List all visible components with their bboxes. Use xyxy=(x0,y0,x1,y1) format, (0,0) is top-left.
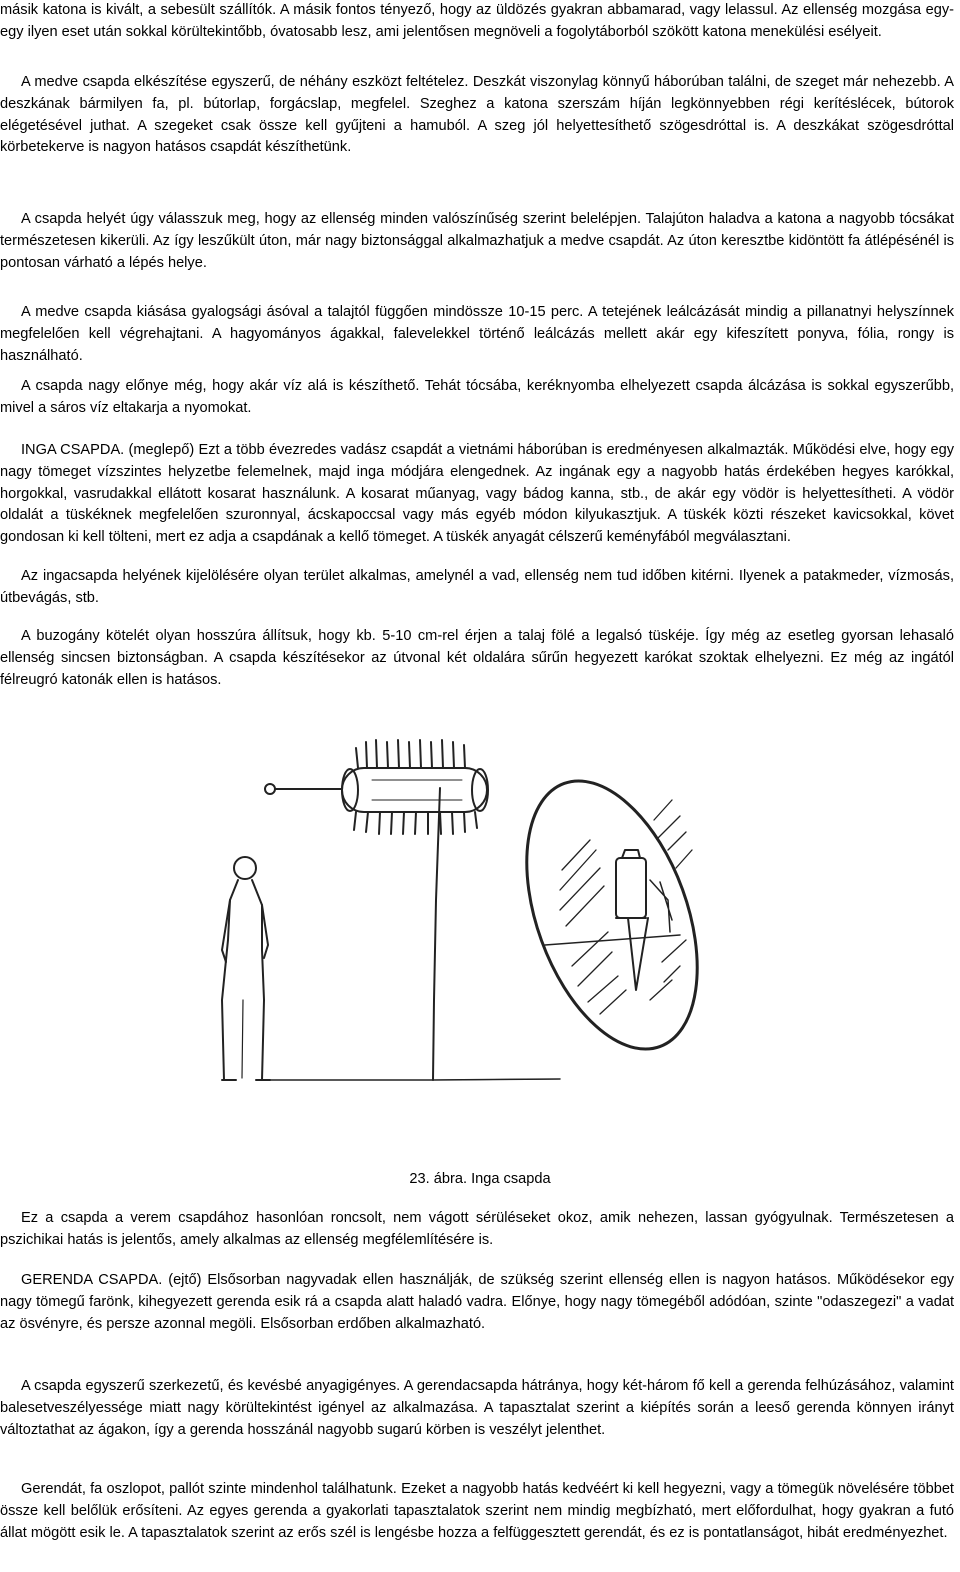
paragraph-6: INGA CSAPDA. (meglepő) Ezt a több évezredes vadász csapdát a vietnámi háborúban is eredményesen alkalmazták. Működési elve, hogy egy nagy tömeget vízszintes helyzetbe felemelnek, majd inga módjára elengednek. Az ingának egy a nagyobb hatás érdekében hegyes karókkal, horgokkal, vasrudakkal ellátott kosarat használunk. A kosarat műanyag, vagy bádog kanna, stb., de akár egy vödör is helyettesítheti. A vödör oldalát a tüskéknek megfelelően szuronnyal, ácskapoccsal vagy más egyéb módon kilyukasztjuk. A tüskék közti részeket kavicsokkal, követ gondosan ki kell tölteni, mert ez adja a csapdának a kellő tömeget. A tüskék anyagát célszerű keményfából megválasztani. xyxy=(0,442,954,546)
magnified-detail xyxy=(494,758,731,1072)
pendulum-trap-illustration xyxy=(0,700,960,1170)
paragraph-11: A csapda egyszerű szerkezetű, és kevésbé anyagigényes. A gerendacsapda hátránya, hogy két-három fő kell a gerenda felhúzásához, valamint balesetveszélyessége miatt nagy körültekintést igényel az alkalmazása. A tapasztalat szerint a kiépítés során a leeső gerenda könnyen irányt változtathat az ágakon, így a gerenda hosszánál nagyobb sugarú körben is veszélyt jelenthet. xyxy=(0,1378,954,1438)
paragraph-5: A csapda nagy előnye még, hogy akár víz alá is készíthető. Tehát tócsába, keréknyomba elhelyezett csapda álcázása is sokkal egyszerűbb, mivel a sáros víz eltakarja a nyomokat. xyxy=(0,378,954,416)
paragraph-4: A medve csapda kiásása gyalogsági ásóval a talajtól függően mindössze 10-15 perc. A tetejének leálcázását mindig a pillanatnyi helyszínnek megfelelően kell végrehajtani. A hagyományos ágakkal, falevelekkel történő leálcázás mellett akár egy kifeszített ponyva, fólia, rongy is használható. xyxy=(0,304,954,364)
paragraph-3: A csapda helyét úgy válasszuk meg, hogy az ellenség minden valószínűség szerint belelépjen. Talajúton haladva a katona a nagyobb tócsákat természetesen kikerüli. Az így leszűkült úton, már nagy biztonsággal alkalmazhatjuk a medve csapdát. Az úton keresztbe kidöntött fa átlépésénél is pontosan várható a lépés helye. xyxy=(0,211,954,271)
figure-caption: 23. ábra. Inga csapda xyxy=(409,1171,551,1187)
paragraph-1: másik katona is kivált, a sebesült szállítók. A másik fontos tényező, hogy az üldözés gyakran abbamarad, vagy lelassul. Az ellenség mozgása egy-egy ilyen eset után sokkal körültekintőbb, óvatosabb lesz, ami jelentősen megnöveli a fogolytáborból szökött katona menekülési esélyeit. xyxy=(0,2,954,40)
spiked-mace xyxy=(342,740,488,834)
paragraph-7: Az ingacsapda helyének kijelölésére olyan terület alkalmas, amelynél a vad, ellenség nem tud időben kitérni. Ilyenek a patakmeder, vízmosás, útbevágás, stb. xyxy=(0,568,954,606)
rope-line xyxy=(433,788,440,1080)
figure-pendulum-trap xyxy=(0,700,960,1170)
man-figure xyxy=(222,857,270,1080)
paragraph-8: A buzogány kötelét olyan hosszúra állítsuk, hogy kb. 5-10 cm-rel érjen a talaj fölé a legalsó tüskéje. Így még az esetleg gyorsan lehasaló ellenség sincsen biztonságban. A csapda készítésekor az útvonal két oldalára sűrűn hegyezett karókat szoktak elhelyezni. Ez még az ingától félreugró katonák ellen is hatásos. xyxy=(0,628,954,688)
paragraph-10: GERENDA CSAPDA. (ejtő) Elsősorban nagyvadak ellen használják, de szükség szerint ellenség ellen is nagyon hatásos. Működésekor egy nagy tömegű farönk, kihegyezett gerenda esik rá a csapda alatt haladó vadra. Előnye, hogy nagy tömegéből adódóan, szinte "odaszegezi" a vadat az ösvényre, és persze azonnal megöli. Elsősorban erdőben alkalmazható. xyxy=(0,1272,954,1332)
paragraph-12: Gerendát, fa oszlopot, pallót szinte mindenhol találhatunk. Ezeket a nagyobb hatás kedvéért ki kell hegyezni, vagy a tömegük növelésére többet össze kell belőlük erősíteni. Az egyes gerenda a gyakorlati tapasztalatok szerint nem mindig megbízható, mert előfordulhat, hogy gyakran a futó állat mögött esik le. A tapasztalatok szerint az erős szél is lengésbe hozza a felfüggesztett gerendát, és ez is pontatlanságot, hibát eredményezhet. xyxy=(0,1481,954,1541)
paragraph-9: Ez a csapda a verem csapdához hasonlóan roncsolt, nem vágott sérüléseket okoz, amik nehezen, lassan gyógyulnak. Természetesen a pszichikai hatás is jelentős, amely alkalmas az ellenség megfélemlítésére is. xyxy=(0,1210,954,1248)
tie-ring xyxy=(265,784,275,794)
paragraph-2: A medve csapda elkészítése egyszerű, de néhány eszközt feltételez. Deszkát viszonylag könnyű háborúban találni, de szeget már nehezebb. A deszkának bármilyen fa, pl. bútorlap, forgácslap, megfelel. Szeghez a katona szerszám híján legkönnyebben régi kerítéslécek, bútorok elégetésével juthat. A szegeket csak össze kell gyűjteni a hamuból. A szeg jól helyettesíthető szögesdróttal is. A deszkákat szögesdróttal körbetekerve is nagyon hatásos csapdát készíthetünk. xyxy=(0,74,954,156)
